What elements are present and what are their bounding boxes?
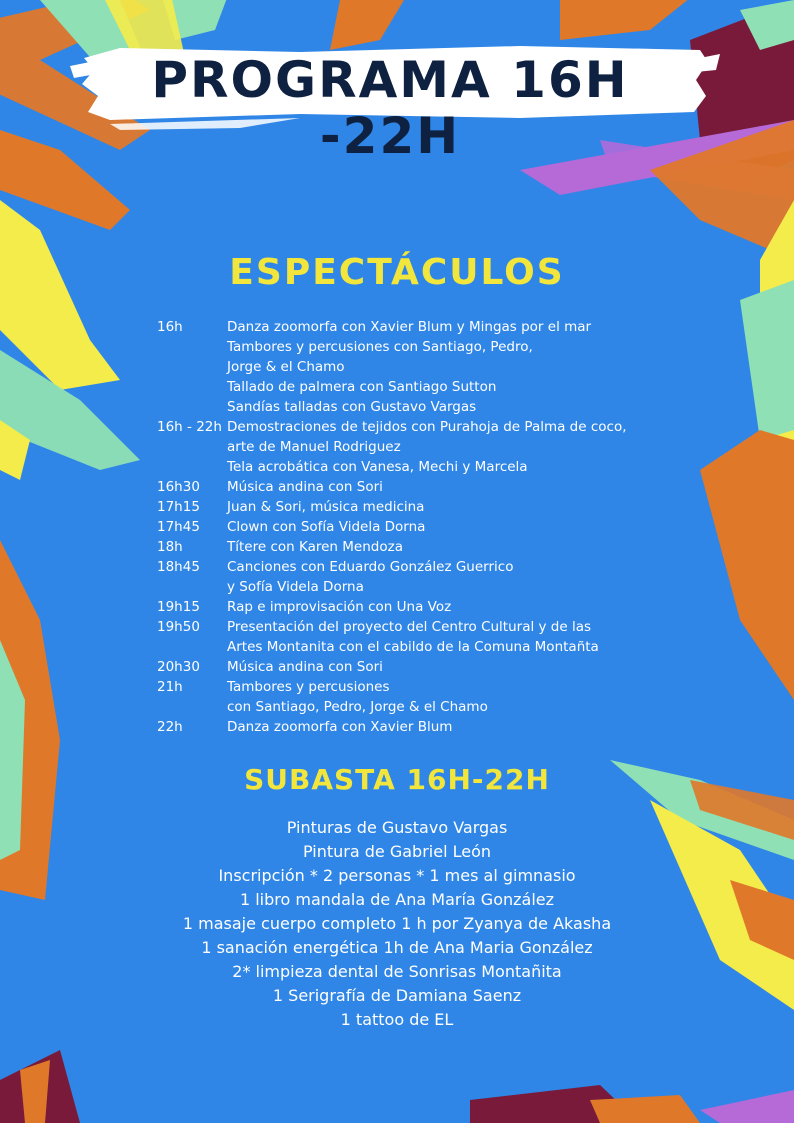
schedule-acts: [227, 717, 677, 737]
schedule-row: [157, 557, 677, 597]
schedule-time: 19h15: [157, 599, 200, 615]
schedule-row: [157, 477, 677, 497]
schedule-row: [157, 497, 677, 517]
schedule-act: Tambores y percusiones con Santiago, Pedro,: [227, 339, 533, 355]
auction-list: [0, 816, 794, 1032]
auction-item: 1 libro mandala de Ana María González: [239, 890, 555, 909]
schedule-act: Presentación del proyecto del Centro Cultural y de las: [227, 619, 592, 635]
schedule-act: Danza zoomorfa con Xavier Blum: [227, 719, 453, 735]
subasta-heading: SUBASTA 16H-22H: [244, 763, 550, 796]
schedule-act: Rap e improvisación con Una Voz: [227, 599, 452, 615]
schedule-list: [157, 317, 677, 737]
schedule-act: Artes Montanita con el cabildo de la Comuna Montañta: [227, 639, 599, 655]
schedule-act: Música andina con Sori: [227, 479, 383, 495]
schedule-act: Títere con Karen Mendoza: [227, 539, 403, 555]
schedule-act: Sandías talladas con Gustavo Vargas: [227, 399, 477, 415]
schedule-act: Música andina con Sori: [227, 659, 383, 675]
auction-item: 1 sanación energética 1h de Ana Maria González: [201, 938, 593, 957]
schedule-row: [157, 317, 677, 417]
schedule-act: Danza zoomorfa con Xavier Blum y Mingas por el mar: [227, 319, 592, 335]
schedule-act: Clown con Sofía Videla Dorna: [227, 519, 426, 535]
auction-item: 1 Serigrafía de Damiana Saenz: [272, 986, 522, 1005]
schedule-row: [157, 537, 677, 557]
schedule-acts: [227, 417, 677, 477]
schedule-act: Jorge & el Chamo: [227, 359, 345, 375]
page-title: PROGRAMA 16H -22H: [151, 51, 629, 165]
espectaculos-heading: ESPECTÁCULOS: [229, 252, 565, 293]
schedule-time: 16h: [157, 319, 183, 335]
auction-item: 2* limpieza dental de Sonrisas Montañita: [232, 962, 562, 981]
schedule-time: 17h45: [157, 519, 200, 535]
auction-item: 1 masaje cuerpo completo 1 h por Zyanya de Akasha: [182, 914, 612, 933]
schedule-act: Demostraciones de tejidos con Purahoja de Palma de coco,: [227, 419, 627, 435]
schedule-acts: [227, 617, 677, 657]
auction-item: Inscripción * 2 personas * 1 mes al gimnasio: [218, 866, 576, 885]
schedule-act: Tallado de palmera con Santiago Sutton: [227, 379, 497, 395]
auction-item: Pinturas de Gustavo Vargas: [286, 818, 508, 837]
schedule-row: [157, 677, 677, 717]
schedule-time: 21h: [157, 679, 183, 695]
schedule-acts: [227, 657, 677, 677]
schedule-time: 17h15: [157, 499, 200, 515]
schedule-acts: [227, 317, 677, 417]
schedule-time: 19h50: [157, 619, 200, 635]
schedule-row: [157, 617, 677, 657]
schedule-row: [157, 417, 677, 477]
schedule-act: y Sofía Videla Dorna: [227, 579, 364, 595]
schedule-row: [157, 517, 677, 537]
schedule-time: 18h: [157, 539, 183, 555]
schedule-acts: [227, 677, 677, 717]
auction-item: 1 tattoo de EL: [340, 1010, 454, 1029]
schedule-time: 22h: [157, 719, 183, 735]
schedule-acts: [227, 537, 677, 557]
schedule-act: Canciones con Eduardo González Guerrico: [227, 559, 514, 575]
schedule-row: [157, 717, 677, 737]
schedule-acts: [227, 557, 677, 597]
auction-item: Pintura de Gabriel León: [302, 842, 491, 861]
schedule-act: Tela acrobática con Vanesa, Mechi y Marcela: [227, 459, 528, 475]
schedule-time: 18h45: [157, 559, 200, 575]
schedule-row: [157, 597, 677, 617]
schedule-time: 16h30: [157, 479, 200, 495]
schedule-acts: [227, 517, 677, 537]
schedule-acts: [227, 497, 677, 517]
schedule-act: arte de Manuel Rodriguez: [227, 439, 401, 455]
schedule-acts: [227, 477, 677, 497]
schedule-time: 20h30: [157, 659, 200, 675]
schedule-act: Tambores y percusiones: [227, 679, 390, 695]
schedule-time: 16h - 22h: [157, 419, 222, 435]
schedule-acts: [227, 597, 677, 617]
schedule-act: Juan & Sori, música medicina: [227, 499, 425, 515]
schedule-act: con Santiago, Pedro, Jorge & el Chamo: [227, 699, 488, 715]
schedule-row: [157, 657, 677, 677]
